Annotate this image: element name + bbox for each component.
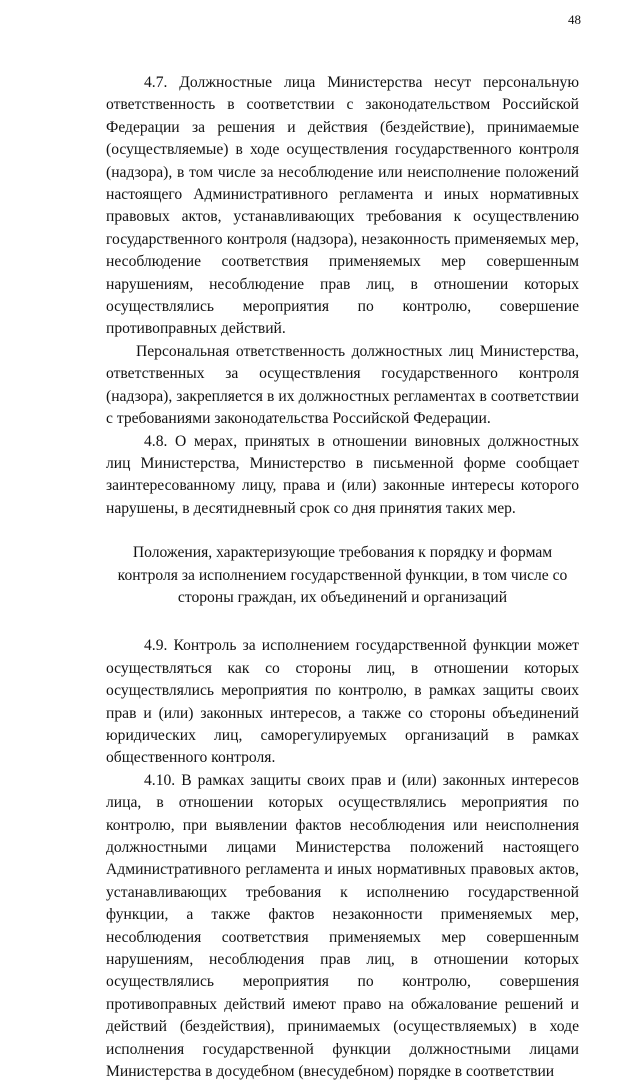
paragraph-4-8: 4.8. О мерах, принятых в отношении виновных должностных лиц Министерства, Министерство в письменной форме сообщает заинтересованному лицу, права и (или) законные интересы которого нарушены, в десятидневный срок со дня принятия таких мер. — [106, 432, 579, 517]
paragraph-personal-responsibility: Персональная ответственность должностных лиц Министерства, ответственных за осуществления государственного контроля (надзора), закрепляется в их должностных регламентах в соответствии с требованиями законодательства Российской Федерации. — [106, 342, 579, 428]
page-number: 48 — [568, 12, 581, 27]
paragraph-4-9: 4.9. Контроль за исполнением государственной функции может осуществляться как со стороны лиц, в отношении которых осуществлялись мероприятия по контролю, в рамках защиты своих прав и (или) законных интересов, а также со стороны объединений юридических лиц, саморегулируемых организаций в рамках общественного контроля. — [106, 637, 579, 767]
section-heading: Положения, характеризующие требования к порядку и формам контроля за исполнением государственной функции, в том числе со стороны граждан, их объединений и организаций — [117, 544, 568, 606]
paragraph-4-10: 4.10. В рамках защиты своих прав и (или) законных интересов лица, в отношении которых осуществлялись мероприятия по контролю, при выявлении фактов несоблюдения или неисполнения должностными лицами Министерства положений настоящего Административного регламента и иных нормативных правовых актов, устанавливающих требования к исполнению государственной функции, а также фактов незаконности применяемых мер, несоблюдения соответствия применяемых мер совершенным нарушениям, несоблюдения прав лиц, в отношении которых осуществлялись мероприятия по контролю, совершения противоправных действий имеют право на обжалование решений и действий (бездействия), принимаемых (осуществляемых) в ходе исполнения государственной функции должностными лицами Министерства в досудебном (внесудебном) порядке в соответствии — [106, 771, 579, 1081]
paragraph-4-7: 4.7. Должностные лица Министерства несут персональную ответственность в соответствии с законодательством Российской Федерации за решения и действия (бездействие), принимаемые (осуществляемые) в ходе осуществления государственного контроля (надзора), в том числе за несоблюдение или неисполнение положений настоящего Административного регламента и иных нормативных правовых актов, устанавливающих требования к осуществлению государственного контроля (надзора), незаконность применяемых мер, несоблюдение соответствия применяемых мер совершенным нарушениям, несоблюдение прав лиц, в отношении которых осуществлялись мероприятия по контролю, совершение противоправных действий. — [106, 74, 579, 338]
document-body — [106, 72, 579, 1083]
